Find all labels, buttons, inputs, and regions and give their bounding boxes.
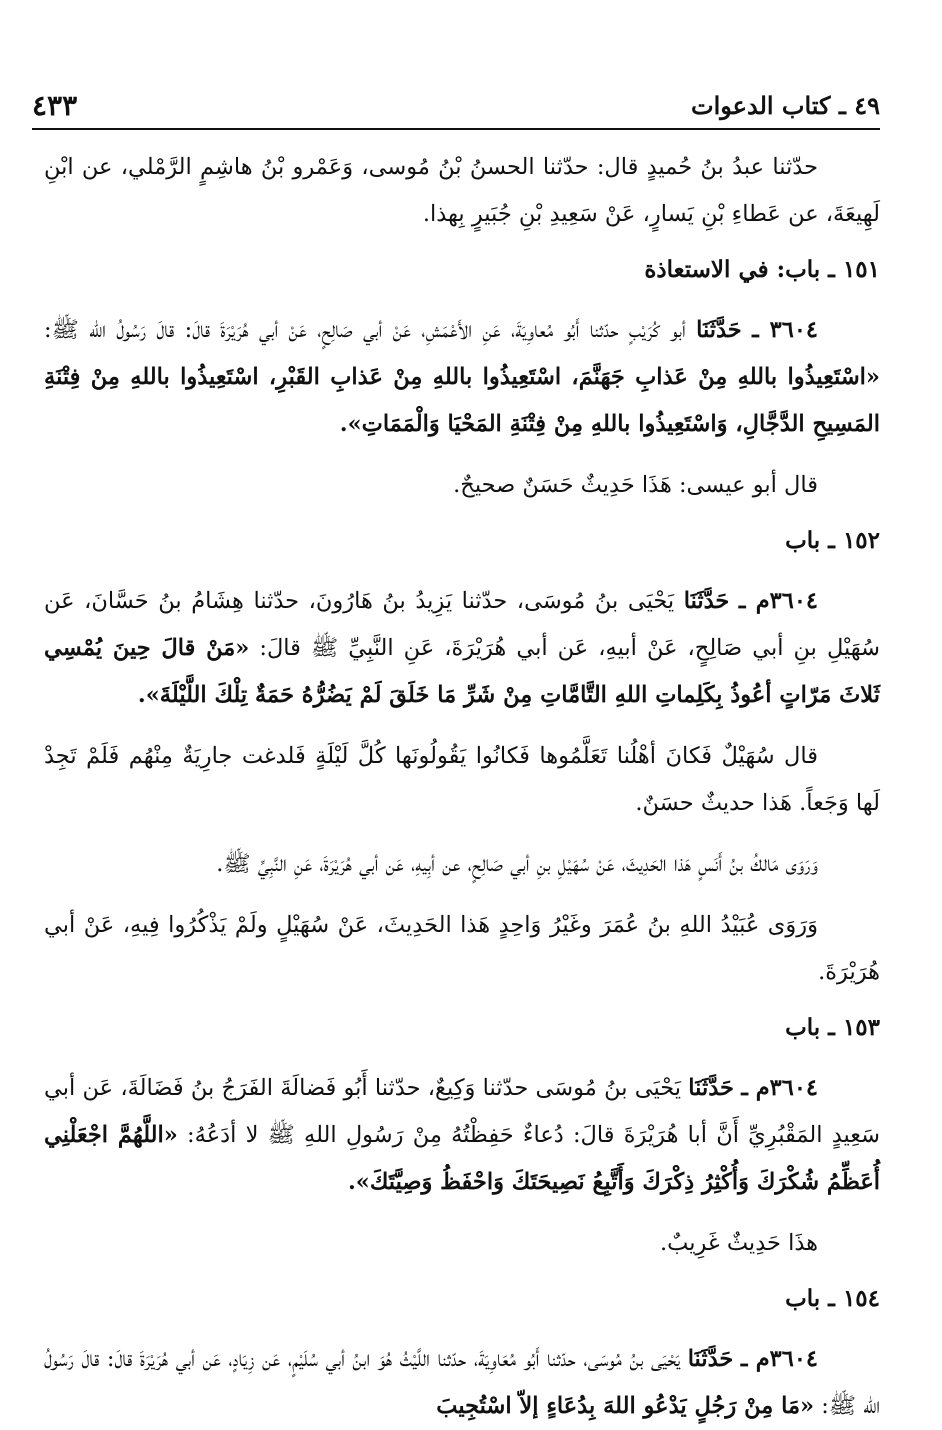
hadith-number: ٣٦٠٤م ـ [741, 1075, 819, 1101]
haddathana: حَدَّثَنَا [683, 588, 730, 614]
hadith-number: ٣٦٠٤م ـ [738, 588, 818, 614]
haddathana: حَدَّثَنَا [696, 317, 742, 343]
running-header [32, 82, 880, 130]
hadith-matn: «اسْتَعِيذُوا باللهِ مِنْ عَذابِ جَهَنَّمَ، اسْتَعِيذُوا باللهِ مِنْ عَذابِ القَبْرِ، اسْتَعِيذُوا باللهِ مِنْ فِتْنَةِ المَسِيحِ الدَّجَّالِ، وَاسْتَعِيذُوا باللهِ مِنْ فِتْنَةِ المَحْيَا وَالْمَمَاتِ». [44, 364, 880, 437]
section-heading-151: ١٥١ ـ باب: في الاستعاذة [644, 256, 880, 283]
section-heading-154: ١٥٤ ـ باب [785, 1285, 880, 1312]
hadith-isnad: يَحْيَى بنُ مُوسَى، حدّثنا يَزِيدُ بنُ هَارُونَ، حدّثنا هِشَامُ بنُ حَسَّانَ، عَن سُهَيْلِ بنِ أبي صَالِحٍ، عَنْ أبيهِ، عَن أبي هُرَيْرَةَ، عَنِ النَّبِيِّ ﷺ قالَ: [44, 588, 881, 661]
commentary: قال أبو عيسى: هَذَا حَدِيثٌ حَسَنٌ صحيحٌ. [453, 472, 818, 498]
commentary: قال سُهَيْلٌ فَكانَ أهْلُنا تَعَلَّمُوها فَكانُوا يَقُولُونَها كُلَّ لَيْلَةٍ فَلدغت جارِيَةٌ مِنْهُم فَلَمْ تَجِدْ لَها وَجَعاً. هَذا حديثٌ حسَنٌ. [44, 743, 880, 816]
haddathana: حَدَّثَنَا [688, 1075, 734, 1101]
hadith-matn: «مَنْ قالَ حِينَ يُمْسِي ثَلاثَ مَرّاتٍ أعُوذُ بِكَلِماتِ اللهِ التَّامَّاتِ مِنْ شَرِّ مَا خَلَقَ لَمْ يَضُرُّهُ حَمَةٌ تِلْكَ اللَّيْلَةَ». [44, 635, 880, 708]
hadith-3604 [44, 307, 880, 448]
hadith-isnad: أبو كُرَيْبٍ حدّثنا أَبُو مُعاوِيَةَ، عَنِ الأَعْمَشِ، عَنْ أبي صَالِحٍ، عَنْ أبي هُرَيْرَةَ قالَ: قالَ رَسُولُ الله ﷺ: [44, 317, 697, 343]
commentary: وَرَوَى مَالكُ بنُ أَنَسٍ هَذا الحَدِيثَ، عَنْ سُهَيْلِ بنِ أبي صَالِحٍ، عن أبِيهِ، عَن أبي هُرَيْرَةَ، عَنِ النَّبِيِّ ﷺ. [216, 851, 818, 877]
hadith-3604m-2 [44, 1065, 880, 1206]
hadith-isnad: يَحْيَى بنُ مُوسَى، حدّثنا أَبُو مُعَاوِيَةَ، حدّثنا اللَّيْثُ هُوَ ابنُ أبي سُلَيْمٍ، عَن زِيَادٍ، عَن أبي هُرَيْرَةَ قالَ: قالَ رَسُولُ الله ﷺ: [44, 1346, 880, 1419]
page-number: ٤٣٣ [32, 88, 78, 122]
hadith-matn: «مَا مِنْ رَجُلٍ يَدْعُو اللهَ بِدُعَاءٍ إلاّ اسْتُجِيبَ [436, 1393, 815, 1419]
hadith-number: ٣٦٠٤ ـ [752, 317, 818, 343]
haddathana: حَدَّثَنَا [687, 1346, 734, 1372]
section-heading-153: ١٥٣ ـ باب [785, 1014, 880, 1041]
hadith-3604m-3 [44, 1336, 880, 1430]
hadith-matn: «اللَّهُمَّ اجْعَلْنِي أُعَظِّمُ شُكْرَكَ وَأُكْثِرُ ذِكْرَكَ وَأَتَّبِعُ نَصِيحَتَكَ وَاحْفَظُ وَصِيَّتَكَ». [44, 1122, 880, 1195]
commentary: هذَا حَدِيثٌ غَرِيبٌ. [660, 1230, 818, 1256]
hadith-number: ٣٦٠٤م ـ [740, 1346, 819, 1372]
chapter-title: ٤٩ ـ كتاب الدعوات [690, 90, 880, 120]
commentary: وَرَوَى عُبَيْدُ اللهِ بنُ عُمَرَ وغَيْرُ وَاحِدٍ هَذا الحَدِيثَ، عَنْ سُهَيْلٍ ولَمْ يَذْكُرُوا فِيهِ، عَنْ أبي هُرَيْرَةَ. [44, 912, 880, 985]
hadith-isnad: يَحْيَى بنُ مُوسَى حدّثنا وَكِيعٌ، حدّثنا أَبُو فَضالَةَ الفَرَجُ بنُ فَضَالَةَ، عَن أبي سَعِيدٍ المَقْبُرِيِّ أَنَّ أبا هُرَيْرَةَ قالَ: دُعاءٌ حَفِظْتُهُ مِنْ رَسُولِ اللهِ ﷺ لا أدَعُهُ: [44, 1075, 880, 1148]
hadith-3604m-1 [44, 578, 880, 719]
section-heading-152: ١٥٢ ـ باب [785, 527, 880, 554]
page-body [44, 144, 880, 1430]
paragraph-isnad: حدّثنا عبدُ بنُ حُميدٍ قال: حدّثنا الحسنُ بْنُ مُوسى، وَعَمْرو بْنُ هاشِمٍ الرَّمْلي، عن ابْنِ لَهِيعَةَ، عن عَطاءِ بْنِ يَسارٍ، عَنْ سَعِيدِ بْنِ جُبَيرٍ بِهذا. [44, 154, 880, 227]
